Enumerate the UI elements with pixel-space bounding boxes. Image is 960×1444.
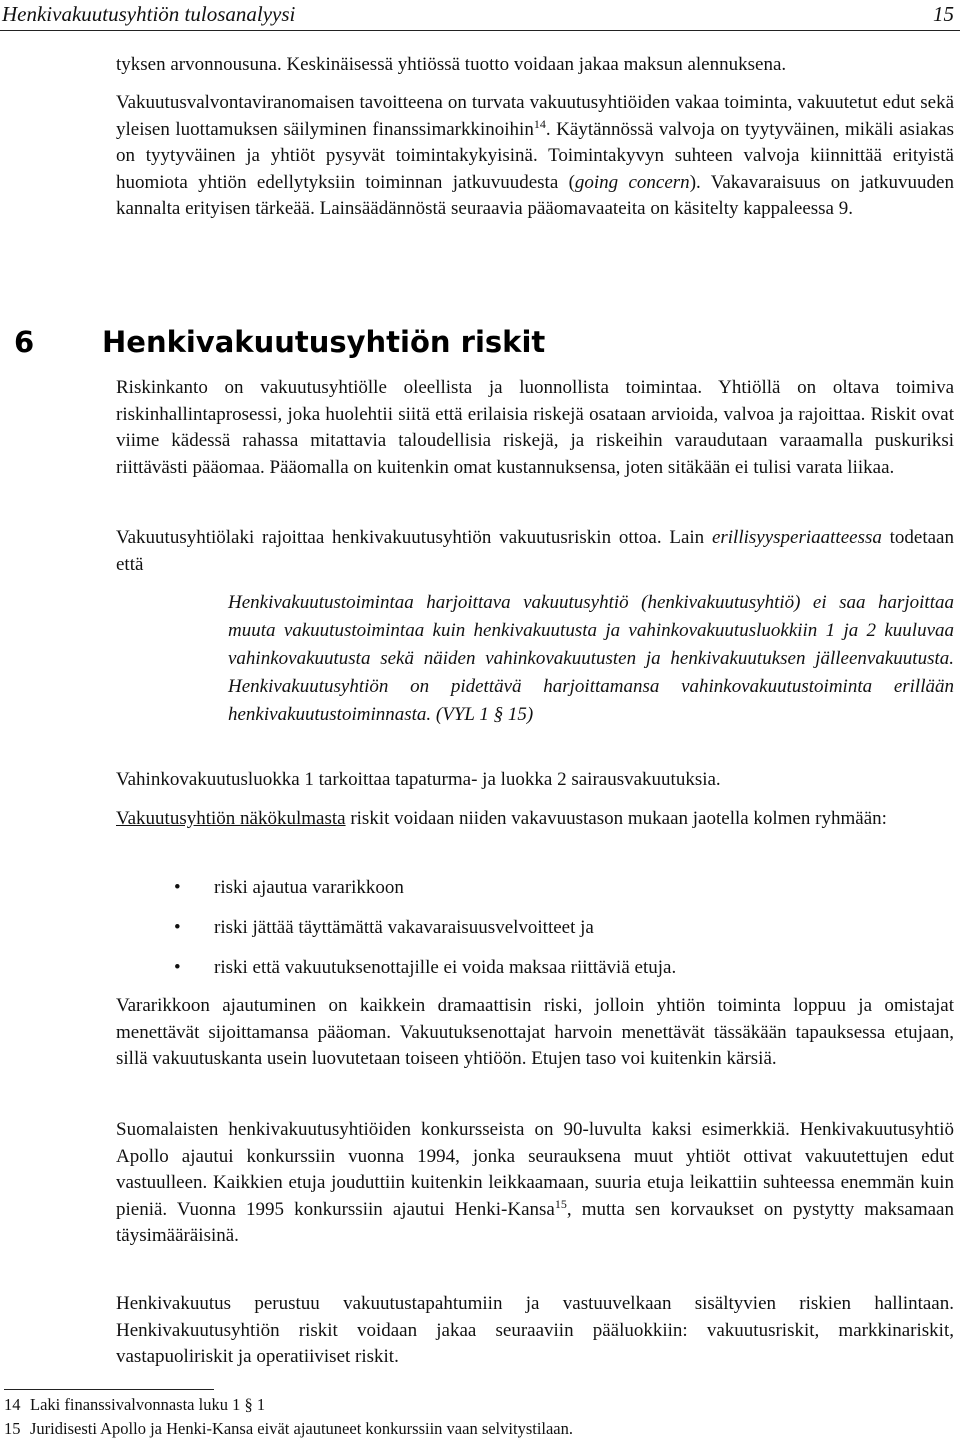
quote-ref-end: 15) [503, 704, 534, 725]
text: todetaan että [116, 527, 954, 575]
footnote-text: Laki finanssivalvonnasta luku 1 [30, 1395, 245, 1414]
paragraph-examples [116, 1117, 954, 1250]
block-quote [228, 589, 954, 729]
underlined-term: Vakuutusyhtiön näkökulmasta [116, 808, 346, 829]
footnote-rule [4, 1389, 214, 1390]
footnote-text: Juridisesti Apollo ja Henki-Kansa eivät ajautuneet konkurssiin vaan selvitystilaan. [30, 1419, 574, 1438]
paragraph-block-4 [116, 525, 954, 578]
paragraph-block-8 [116, 1117, 954, 1250]
section-heading [14, 322, 545, 362]
paragraph-categories: Henkivakuutus perustuu vakuutustapahtumiin ja vastuuvelkaan sisältyvien riskien hallintaan. Henkivakuutusyhtiön riskit voidaan jakaa seuraaviin pääluokkiin: vakuutusriskit, markkinariskit, vastapuoliriskit ja operatiiviset riskit. [116, 1293, 954, 1368]
bullet-icon: • [174, 957, 181, 978]
text: ). Vakavaraisuus on jatkuvuuden kannalta erityisen tärkeää. Lainsäädännöstä seuraavia pääomavaateita on käsitelty kappaleessa 9. [116, 171, 954, 220]
section-sign: § [493, 704, 504, 725]
paragraph-risk-bearing: Riskinkanto on vakuutusyhtiölle oleellista ja luonnollista toimintaa. Yhtiöllä on oltava toimiva riskinhallintaprosessi, joka huolehtii siitä että erilaisia riskejä osataan arvioida, valvoa ja rajoittaa. Riskit ovat viime kädessä rahassa mitattavia taloudellisia riskejä, ja riskeihin varaudutaan varaamalla puskuriksi riittävästi pääomaa. Pääomalla on kuitenkin omat kustannuksensa, joten sitäkään ei tulisi varata liikaa. [116, 377, 954, 478]
section-title: Henkivakuutusyhtiön riskit [102, 325, 546, 359]
footnote-number: 15 [4, 1419, 21, 1438]
paragraph-block-2 [116, 90, 954, 223]
paragraph-bankruptcy: Vararikkoon ajautuminen on kaikkein dramaattisin riski, jolloin yhtiön toiminta loppuu ja omistajat menettävät sijoittamansa pääoman. Vakuutuksenottajat harvoin menettävät tässäkään tapauksessa etujaan, sillä vakuutuskanta usein luovutetaan toiseen yhtiöön. Etujen taso voi kuitenkin kärsiä. [116, 995, 954, 1070]
paragraph-block-1 [116, 52, 954, 79]
paragraph-block-7 [116, 993, 954, 1073]
paragraph-supervision [116, 90, 954, 223]
text: Suomalaisten henkivakuutusyhtiöiden konkursseista on 90-luvulta kaksi esimerkkiä. Henkivakuutusyhtiö Apollo ajautui konkurssiin vuonna 1994, jonka seurauksena muut yhtiöt ottivat vakuutettujen edut vastuulleen. Kaikkien etuja jouduttiin kuitenkin leikkaamaan, suuria etuja leikattiin suhteessa enemmän kuin pieniä. Vuonna 1995 konkurssiin ajautui Henki-Kansa [116, 1119, 954, 1220]
text: Vakuutusvalvontaviranomaisen tavoitteena on turvata vakuutusyhtiöiden vakaa toiminta, vakuutetut edut sekä yleisen luottamuksen säilyminen finanssimarkkinoihin [116, 92, 954, 140]
quote-text: Henkivakuutustoimintaa harjoittava vakuutusyhtiö (henkivakuutusyhtiö) ei saa harjoittaa muuta vakuutustoimintaa kuin henkivakuutusta ja vahinkovakuutusluokkiin 1 ja 2 kuuluvaa vahinkovakuutusta sekä näiden vahinkovakuutusten ja henkivakuutuksen jälleenvakuutusta. Henkivakuutusyhtiön on pidettävä harjoittamansa vahinkovakuutustoiminta erillään henkivakuutustoiminnasta. [228, 592, 954, 725]
list-item-text: riski jättää täyttämättä vakavaraisuusvelvoitteet ja [214, 917, 594, 938]
header-title: Henkivakuutusyhtiön tulosanalyysi [2, 2, 296, 26]
list-item-text: riski ajautua vararikkoon [214, 877, 404, 898]
section-sign: § [244, 1395, 253, 1414]
text: riskit voidaan niiden vakavuustason mukaan jaotella kolmen ryhmään: [345, 808, 887, 829]
paragraph-perspective [116, 806, 954, 833]
risk-bullet-list [170, 874, 676, 994]
paragraph-block-3 [116, 375, 954, 481]
paragraph-block-9 [116, 1291, 954, 1371]
footnote-text-end: 1 [252, 1395, 266, 1414]
quote-ref: (VYL 1 [431, 704, 494, 725]
bullet-icon: • [174, 877, 181, 898]
list-item-text: riski että vakuutuksenottajille ei voida maksaa riittäviä etuja. [214, 957, 677, 978]
italic-term: going concern [574, 171, 690, 193]
footnote-ref-15[interactable]: 15 [554, 1196, 567, 1211]
section-number: 6 [14, 325, 35, 359]
paragraph-block-5 [116, 767, 954, 794]
text: . Käytännössä valvoja on tyytyväinen, mikäli asiakas on tyytyväinen ja yhtiöt pysyvät toimintakykyisinä. Toimintakyvyn suhteen valvoja kiinnittää erityistä huomiota yhtiön edellytyksiin toiminnan jatkuvuudesta ( [116, 118, 954, 193]
list-item [170, 914, 676, 954]
footnote-ref-14[interactable]: 14 [533, 116, 546, 131]
text: Vakuutusyhtiölaki rajoittaa henkivakuutusyhtiön vakuutusriskin ottoa. Lain [116, 527, 712, 548]
footnotes [4, 1393, 954, 1441]
header-rule [0, 30, 960, 31]
paragraph-law [116, 525, 954, 578]
list-item [170, 874, 676, 914]
footnote-number: 14 [4, 1395, 21, 1414]
text: , mutta sen korvaukset on pystytty maksamaan täysimääräisinä. [116, 1198, 954, 1247]
header-page-number: 15 [933, 2, 954, 26]
paragraph-classes: Vahinkovakuutusluokka 1 tarkoittaa tapaturma- ja luokka 2 sairausvakuutuksia. [116, 769, 721, 790]
list-item [170, 954, 676, 994]
paragraph-block-6 [116, 806, 954, 833]
footnote-15 [4, 1417, 954, 1441]
paragraph-continuation: tyksen arvonnousuna. Keskinäisessä yhtiössä tuotto voidaan jakaa maksun alennuksena. [116, 54, 787, 75]
footnote-14 [4, 1393, 954, 1417]
bullet-icon: • [174, 917, 181, 938]
running-header [0, 0, 960, 30]
italic-term: erillisyysperiaatteessa [711, 527, 882, 548]
